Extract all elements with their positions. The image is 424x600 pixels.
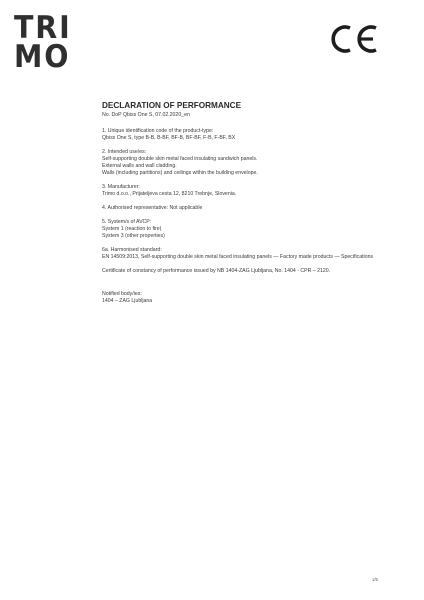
declaration-body bbox=[102, 101, 402, 312]
section-certificate bbox=[102, 268, 402, 275]
section-heading: 1. Unique identification code of the product-type: bbox=[102, 128, 214, 134]
section-line: System 1 (reaction to fire) bbox=[102, 226, 162, 232]
section-manufacturer bbox=[102, 184, 402, 198]
section-line: External walls and wall cladding. bbox=[102, 163, 177, 169]
section-heading: 2. Intended use/es: bbox=[102, 149, 147, 155]
section-line: Trimo d.o.o., Prijateljeva cesta 12, 8210 Trebnje, Slovenia. bbox=[102, 191, 237, 197]
document-reference: No. DoP Qbiss One S, 07.02.2020_en bbox=[102, 112, 190, 118]
section-harmonised-standard bbox=[102, 247, 402, 261]
document-title: DECLARATION OF PERFORMANCE bbox=[102, 101, 242, 110]
logo-line-1: TRI bbox=[14, 10, 72, 46]
section-line: Self-supporting double skin metal faced insulating sandwich panels. bbox=[102, 156, 258, 162]
trimo-logo bbox=[14, 10, 72, 75]
section-authorised-representative bbox=[102, 205, 402, 212]
section-line: Qbiss One S, type B-B, B-BF, BF-B, BF-BF, F-B, F-BF, BX bbox=[102, 135, 236, 141]
section-heading: 4. Authorised representative: Not applicable bbox=[102, 205, 203, 211]
section-heading: 6a. Harmonised standard: bbox=[102, 247, 162, 253]
page-number: 1/5 bbox=[372, 577, 378, 582]
section-heading: Notified body/ies: bbox=[102, 291, 142, 297]
section-heading: 5. System/s of AVCP: bbox=[102, 219, 152, 225]
section-product-code bbox=[102, 128, 402, 142]
section-notified-body bbox=[102, 291, 402, 305]
standard-text: EN 14509:2013, Self-supporting double skin metal faced insulating panels — Factory made products — Specifications bbox=[102, 254, 374, 260]
certificate-text: Certificate of constancy of performance issued by NB 1404-ZAG Ljubljana, No. 1404 - CPR – 2120. bbox=[102, 268, 331, 274]
section-line: System 3 (other properties) bbox=[102, 233, 165, 239]
section-avcp bbox=[102, 219, 402, 240]
ce-mark-icon bbox=[326, 24, 380, 54]
section-intended-use bbox=[102, 149, 402, 177]
logo-line-2: MO bbox=[14, 39, 71, 75]
section-line: Walls (including partitions) and ceilings within the building envelope. bbox=[102, 170, 258, 176]
section-line: 1404 – ZAG Ljubljana bbox=[102, 298, 153, 304]
section-heading: 3. Manufacturer: bbox=[102, 184, 140, 190]
